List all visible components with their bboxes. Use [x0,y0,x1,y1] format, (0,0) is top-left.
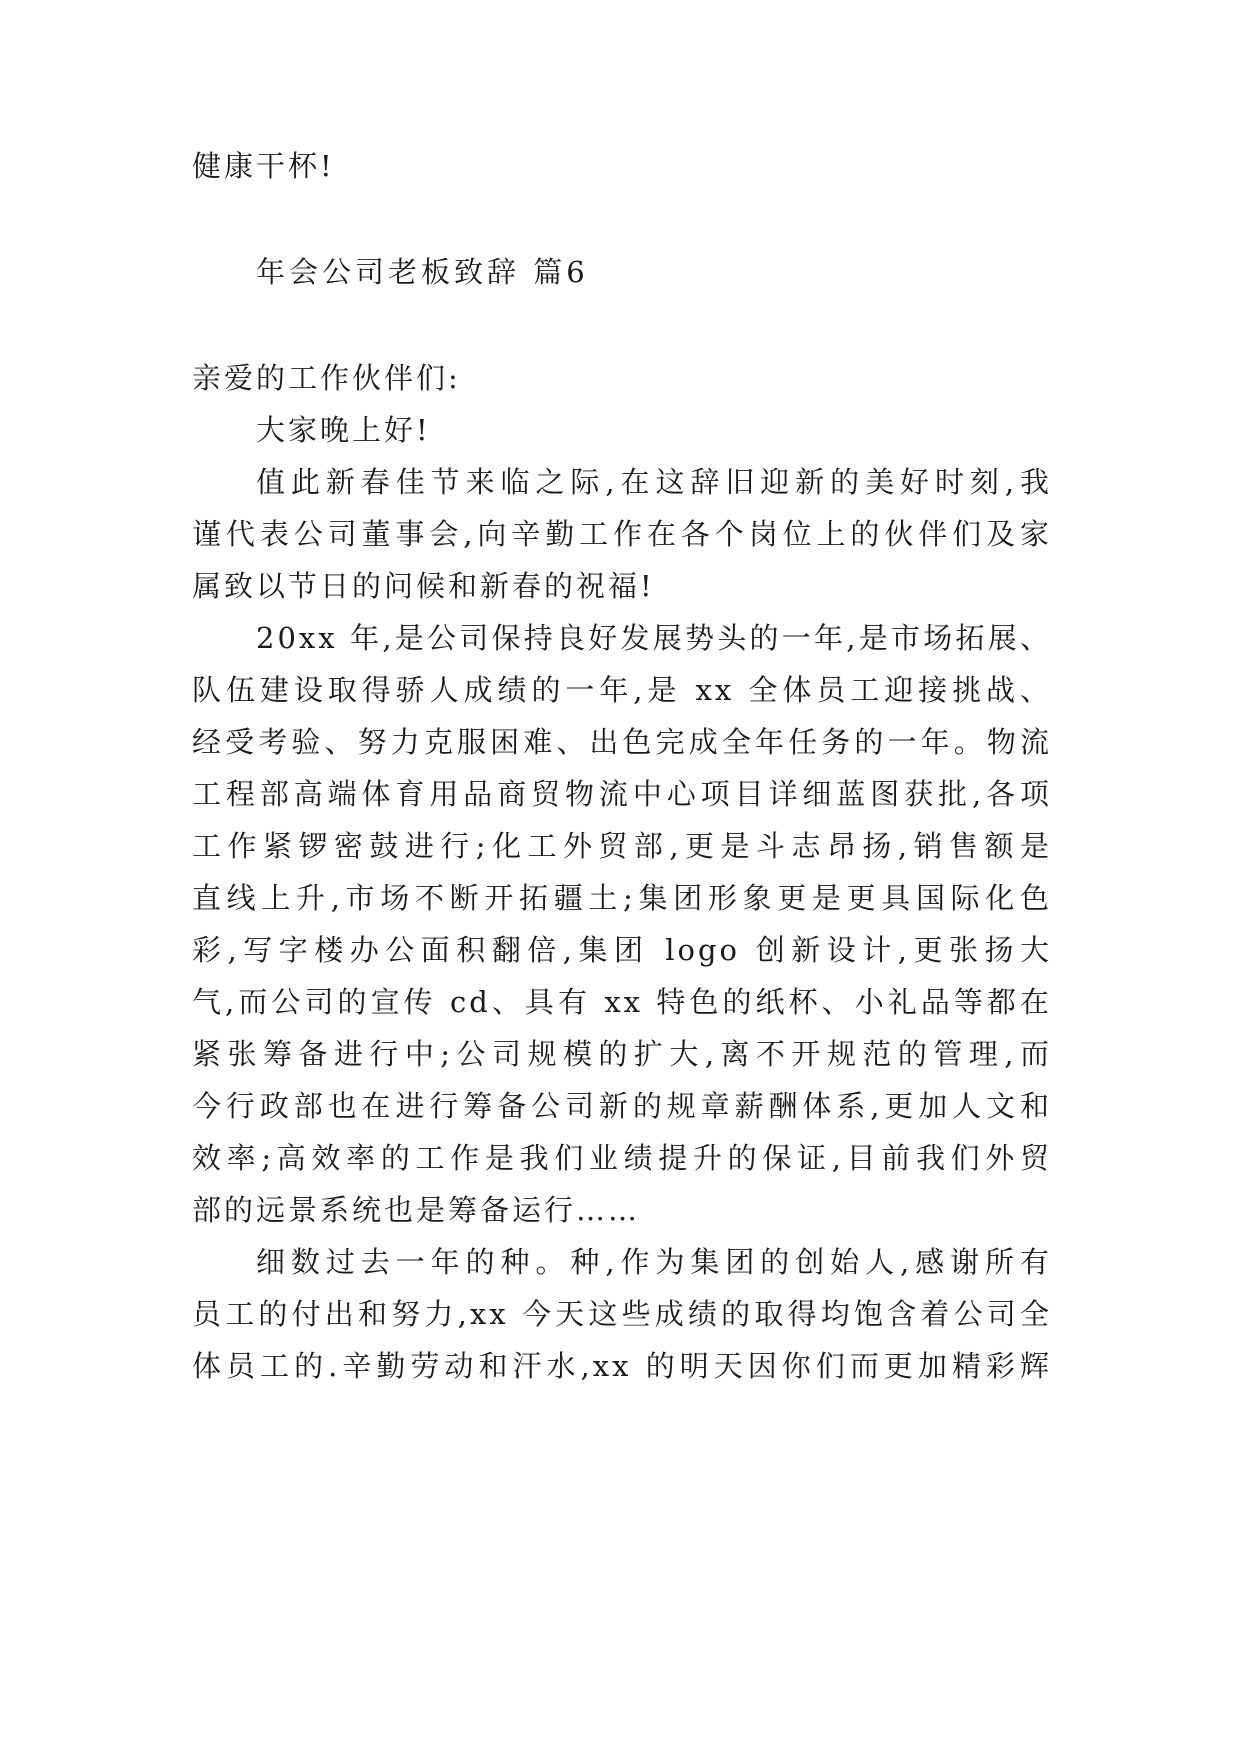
paragraph-1-line: 值此新春佳节来临之际,在这辞旧迎新的美好时刻,我 [256,465,1052,499]
paragraph-2-line: 队伍建设取得骄人成绩的一年,是 xx 全体员工迎接挑战、 [192,673,1052,707]
paragraph-2-line: 工作紧锣密鼓进行;化工外贸部,更是斗志昂扬,销售额是 [192,829,1052,863]
paragraph-2-line: 经受考验、努力克服困难、出色完成全年任务的一年。物流 [192,725,1052,759]
paragraph-2-line: 气,而公司的宣传 cd、具有 xx 特色的纸杯、小礼品等都在 [192,985,1052,1019]
paragraph-2-line: 效率;高效率的工作是我们业绩提升的保证,目前我们外贸 [192,1141,1052,1175]
paragraph-1-line: 谨代表公司董事会,向辛勤工作在各个岗位上的伙伴们及家 [192,517,1052,551]
paragraph-3-line: 体员工的.辛勤劳动和汗水,xx 的明天因你们而更加精彩辉 [192,1349,1052,1383]
paragraph-3-line: 员工的付出和努力,xx 今天这些成绩的取得均饱含着公司全 [192,1297,1052,1331]
closing-line: 健康干杯! [192,149,335,183]
paragraph-2-line: 20xx 年,是公司保持良好发展势头的一年,是市场拓展、 [256,621,1052,655]
paragraph-2-line: 彩,写字楼办公面积翻倍,集团 logo 创新设计,更张扬大 [192,933,1052,967]
salutation: 亲爱的工作伙伴们: [192,361,461,395]
paragraph-2-line: 工程部高端体育用品商贸物流中心项目详细蓝图获批,各项 [192,777,1052,811]
section-heading: 年会公司老板致辞 篇6 [256,255,589,289]
greeting: 大家晚上好! [256,413,431,447]
paragraph-3-line: 细数过去一年的种。种,作为集团的创始人,感谢所有 [256,1245,1052,1279]
paragraph-2-line: 直线上升,市场不断开拓疆土;集团形象更是更具国际化色 [192,881,1052,915]
paragraph-2-line: 部的远景系统也是筹备运行…… [192,1193,641,1227]
paragraph-2-line: 今行政部也在进行筹备公司新的规章薪酬体系,更加人文和 [192,1089,1052,1123]
paragraph-1-line: 属致以节日的问候和新春的祝福! [192,569,655,603]
paragraph-2-line: 紧张筹备进行中;公司规模的扩大,离不开规范的管理,而 [192,1037,1052,1071]
